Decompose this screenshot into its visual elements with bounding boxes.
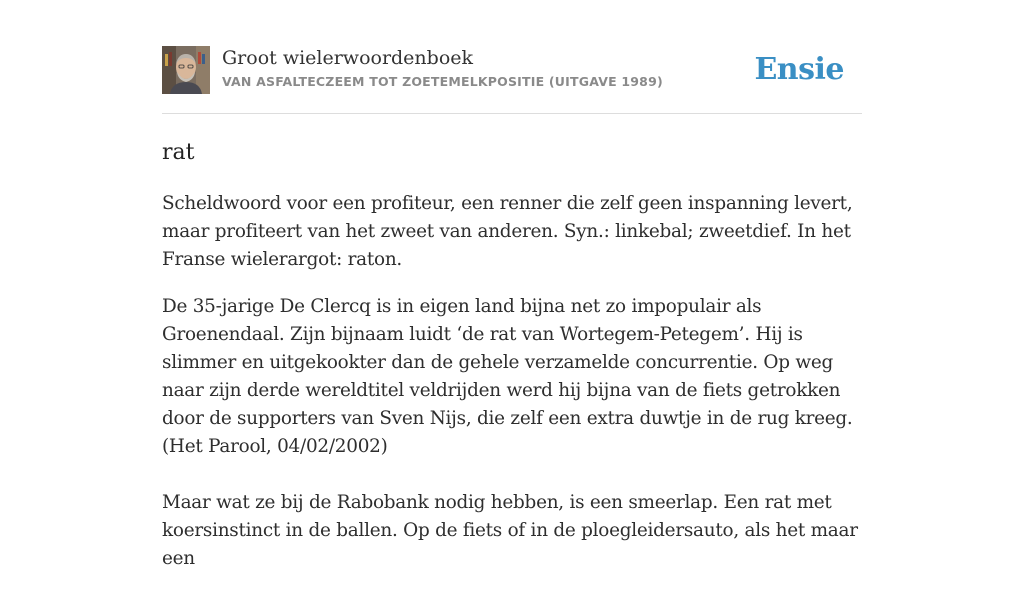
header-divider	[162, 113, 862, 114]
book-title[interactable]: Groot wielerwoordenboek	[222, 47, 474, 69]
book-subtitle: VAN ASFALTECZEEM TOT ZOETEMELKPOSITIE (UITGAVE 1989)	[222, 74, 663, 89]
entry-title: rat	[162, 140, 195, 165]
entry-definition: Scheldwoord voor een profiteur, een renner die zelf geen inspanning levert, maar profiteert van het zweet van anderen. Syn.: linkebal; zweetdief. In het Franse wielerargot: raton.	[162, 193, 853, 270]
author-portrait-icon	[162, 46, 210, 94]
author-avatar[interactable]	[162, 46, 210, 94]
entry-body	[162, 190, 866, 592]
header	[162, 46, 862, 98]
entry-quotes: De 35-jarige De Clercq is in eigen land bijna net zo impopulair als Groenendaal. Zijn bijnaam luidt ‘de rat van Wortegem-Petegem’. Hij is slimmer en uitgekookter dan de gehele verzamelde concurrentie. Op weg naar zijn derde wereldtitel veldrijden werd hij bijna van de fiets getrokken door de supporters van Sven Nijs, die zelf een extra duwtje in de rug kreeg. (Het Parool, 04/02/2002) Maar wat ze bij de Rabobank nodig hebben, is een smeerlap. Een rat met koersinstinct in de ballen. Op de fiets of in de ploegleidersauto, als het maar een	[162, 296, 858, 569]
ensie-logo-link[interactable]: Ensie	[754, 52, 844, 87]
